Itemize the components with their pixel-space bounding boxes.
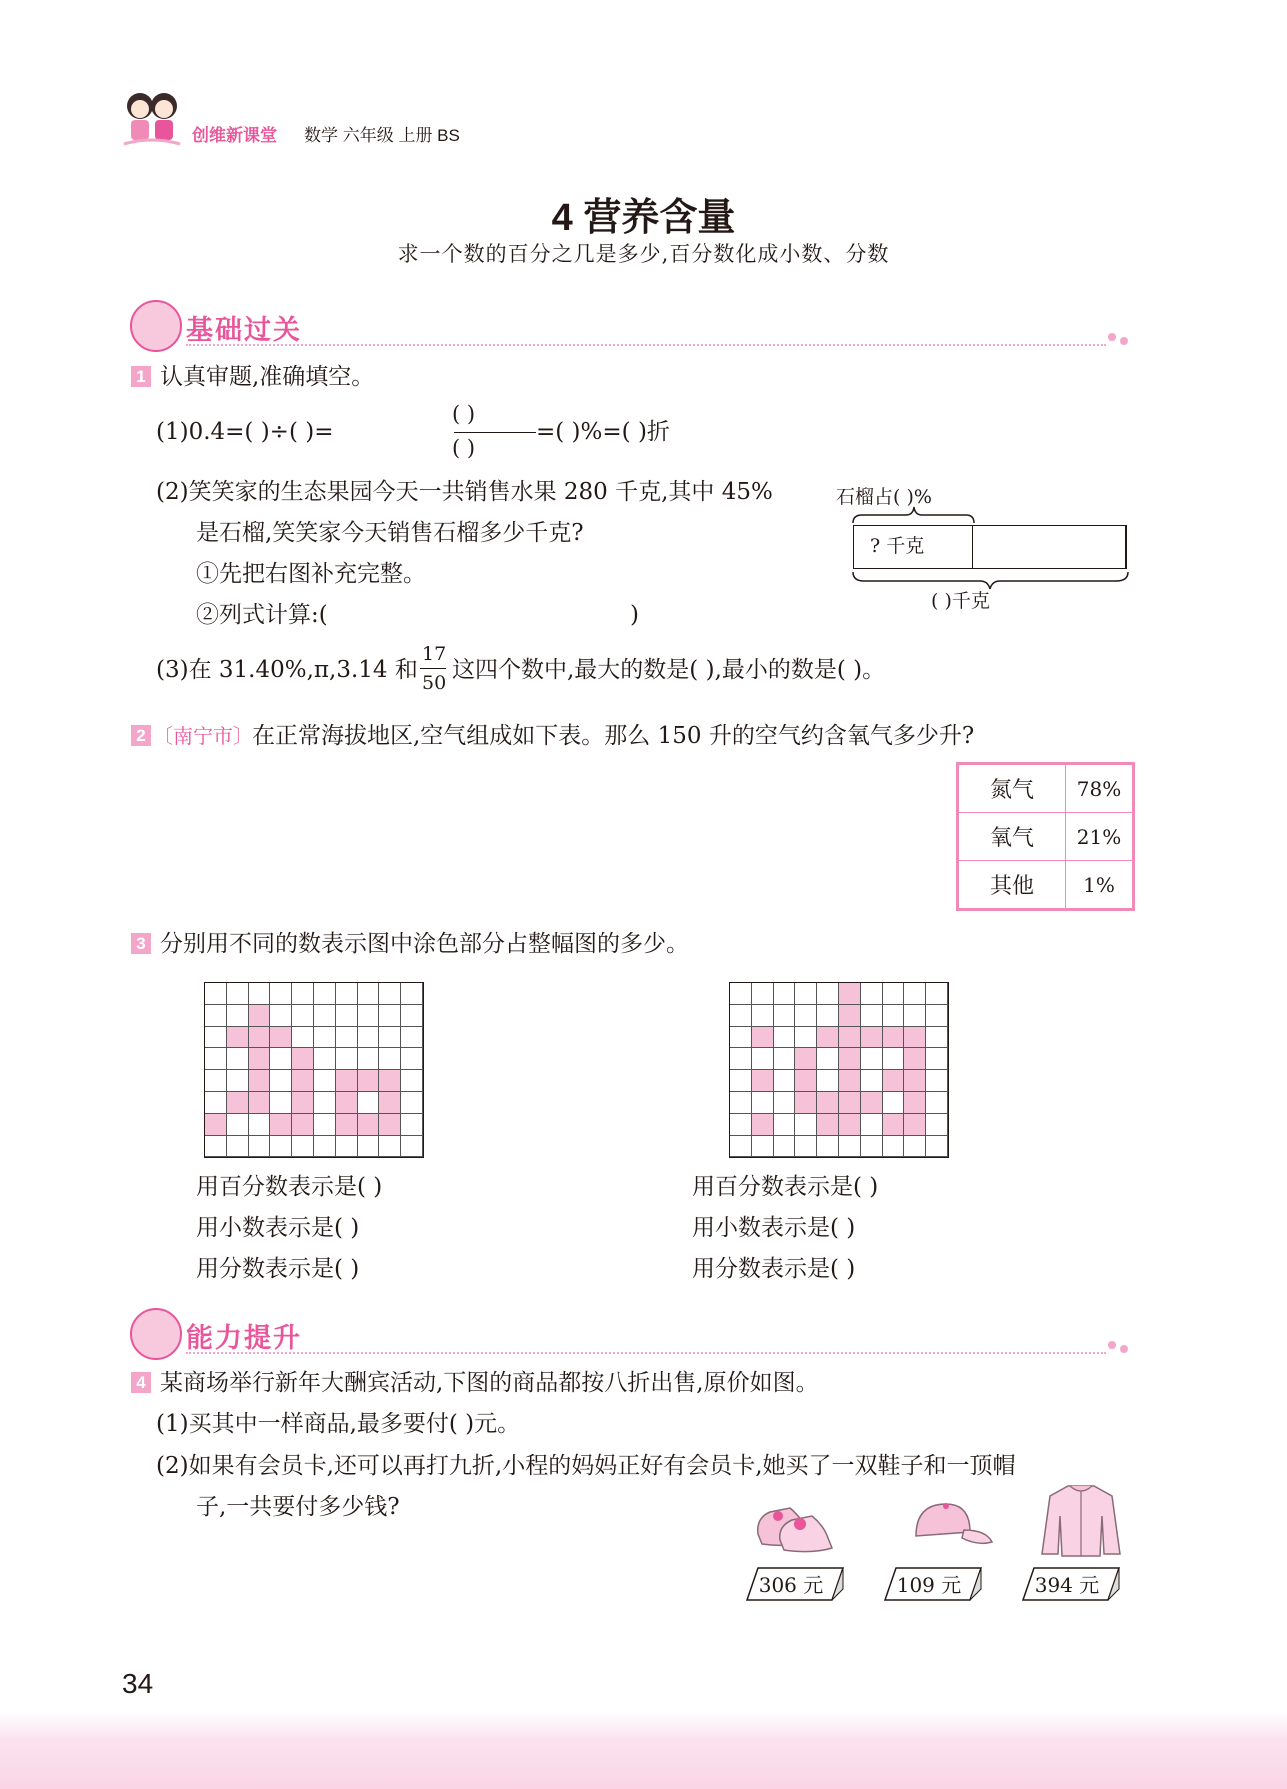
q1-part1-left: (1)0.4=( )÷( )= bbox=[156, 419, 334, 445]
q1-part1-right: =( )%=( )折 bbox=[536, 419, 670, 445]
answer-fraction-2: 用分数表示是( ) bbox=[692, 1256, 856, 1282]
grid-cell-shaded bbox=[336, 1070, 358, 1092]
grid-cell bbox=[314, 1027, 336, 1049]
grid-cell bbox=[904, 1005, 926, 1027]
grid-cell bbox=[752, 983, 774, 1005]
grid-cell bbox=[752, 1048, 774, 1070]
fraction-bar bbox=[420, 668, 446, 669]
grid-cell bbox=[730, 1005, 752, 1027]
grid-cell bbox=[795, 1136, 817, 1158]
grid-cell-shaded bbox=[358, 1114, 380, 1136]
grid-cell bbox=[227, 983, 249, 1005]
grid-cell bbox=[774, 1114, 796, 1136]
grid-cell-shaded bbox=[883, 1027, 905, 1049]
grid-cell bbox=[401, 1027, 423, 1049]
grid-cell-shaded bbox=[883, 1114, 905, 1136]
grid-cell-shaded bbox=[249, 1048, 271, 1070]
grid-cell bbox=[904, 1136, 926, 1158]
grid-cell bbox=[314, 1048, 336, 1070]
grid-cell bbox=[861, 1070, 883, 1092]
grid-cell bbox=[336, 1136, 358, 1158]
grid-cell-shaded bbox=[292, 1070, 314, 1092]
grid-cell bbox=[861, 1048, 883, 1070]
price-cap: 109 元 bbox=[896, 1573, 962, 1597]
grid-cell bbox=[926, 1114, 948, 1136]
grid-cell bbox=[314, 983, 336, 1005]
grid-cell bbox=[401, 1092, 423, 1114]
cap-icon bbox=[908, 1496, 994, 1556]
q1-part2-line1: (2)笑笑家的生态果园今天一共销售水果 280 千克,其中 45% bbox=[156, 479, 773, 505]
grid-cell bbox=[401, 1048, 423, 1070]
grid-cell bbox=[795, 983, 817, 1005]
grid-cell bbox=[227, 1005, 249, 1027]
grid-cell-shaded bbox=[861, 1027, 883, 1049]
grid-cell bbox=[336, 983, 358, 1005]
price-shoes: 306 元 bbox=[758, 1573, 824, 1597]
grid-cell bbox=[358, 1048, 380, 1070]
grid-cell bbox=[292, 1027, 314, 1049]
grid-cell bbox=[926, 1070, 948, 1092]
gas-percent: 78% bbox=[1066, 765, 1133, 813]
divider-dot bbox=[1108, 333, 1116, 341]
grid-cell-shaded bbox=[904, 1114, 926, 1136]
gas-percent: 21% bbox=[1066, 813, 1133, 861]
grid-cell bbox=[401, 983, 423, 1005]
grid-cell bbox=[774, 1136, 796, 1158]
grid-cell bbox=[861, 1114, 883, 1136]
grid-cell-shaded bbox=[817, 1114, 839, 1136]
lesson-subtitle: 求一个数的百分之几是多少,百分数化成小数、分数 bbox=[397, 242, 890, 266]
table-row bbox=[959, 813, 1133, 861]
grid-cell bbox=[883, 1005, 905, 1027]
grid-cell-shaded bbox=[795, 1048, 817, 1070]
grid-cell bbox=[270, 1136, 292, 1158]
question-number: 2 bbox=[131, 725, 151, 746]
grid-cell-shaded bbox=[817, 1027, 839, 1049]
price-jacket: 394 元 bbox=[1034, 1573, 1100, 1597]
grid-cell bbox=[730, 1136, 752, 1158]
air-composition-table bbox=[956, 762, 1135, 911]
diagram-total-label: ( )千克 bbox=[931, 590, 990, 612]
grid-cell bbox=[401, 1114, 423, 1136]
grid-cell bbox=[752, 1092, 774, 1114]
grid-cell bbox=[205, 983, 227, 1005]
section-divider bbox=[186, 1352, 1106, 1354]
brand-name: 创维新课堂 bbox=[192, 126, 277, 145]
grid-cell-shaded bbox=[249, 1005, 271, 1027]
grid-cell-shaded bbox=[379, 1092, 401, 1114]
q4-part2-line2: 子,一共要付多少钱? bbox=[196, 1494, 400, 1520]
grid-cell-shaded bbox=[752, 1027, 774, 1049]
region-tag: 〔南宁市〕 bbox=[153, 724, 253, 748]
grid-cell bbox=[774, 1005, 796, 1027]
gas-name: 氮气 bbox=[959, 765, 1066, 813]
grid-cell bbox=[292, 983, 314, 1005]
grid-cell bbox=[774, 1092, 796, 1114]
grid-cell bbox=[401, 1005, 423, 1027]
grid-cell bbox=[314, 1136, 336, 1158]
book-subject: 数学 六年级 上册 BS bbox=[304, 126, 460, 145]
answer-percent-1: 用百分数表示是( ) bbox=[196, 1174, 383, 1200]
q4-part2-line1: (2)如果有会员卡,还可以再打九折,小程的妈妈正好有会员卡,她买了一双鞋子和一顶帽 bbox=[156, 1453, 1016, 1479]
grid-cell bbox=[730, 1092, 752, 1114]
grid-cell bbox=[774, 983, 796, 1005]
grid-cell bbox=[795, 1005, 817, 1027]
grid-cell bbox=[358, 983, 380, 1005]
grid-cell bbox=[730, 1027, 752, 1049]
grid-cell bbox=[270, 1005, 292, 1027]
grid-cell-shaded bbox=[752, 1070, 774, 1092]
grid-cell bbox=[336, 1048, 358, 1070]
fraction-numerator-blank: ( ) bbox=[452, 402, 476, 426]
grid-cell bbox=[379, 983, 401, 1005]
grid-cell bbox=[730, 1048, 752, 1070]
grid-cell bbox=[730, 1070, 752, 1092]
grid-cell-shaded bbox=[861, 1092, 883, 1114]
question-number: 4 bbox=[131, 1372, 151, 1393]
grid-cell bbox=[314, 1092, 336, 1114]
grid-cell bbox=[292, 1005, 314, 1027]
grid-cell-shaded bbox=[379, 1114, 401, 1136]
grid-cell bbox=[358, 1092, 380, 1114]
grid-cell bbox=[227, 1070, 249, 1092]
grid-cell bbox=[314, 1070, 336, 1092]
mascot-kids-logo bbox=[122, 86, 182, 152]
answer-decimal-1: 用小数表示是( ) bbox=[196, 1215, 360, 1241]
section-mascot-icon bbox=[130, 300, 182, 352]
grid-cell-shaded bbox=[358, 1070, 380, 1092]
grid-cell bbox=[336, 1027, 358, 1049]
grid-cell bbox=[861, 983, 883, 1005]
grid-cell bbox=[358, 1027, 380, 1049]
grid-cell-shaded bbox=[795, 1070, 817, 1092]
grid-cell-shaded bbox=[292, 1114, 314, 1136]
grid-cell bbox=[752, 1136, 774, 1158]
grid-cell bbox=[795, 1027, 817, 1049]
grid-cell bbox=[379, 1048, 401, 1070]
jacket-icon bbox=[1040, 1482, 1122, 1558]
question-stem: 分别用不同的数表示图中涂色部分占整幅图的多少。 bbox=[160, 931, 689, 957]
gas-name: 其他 bbox=[959, 861, 1066, 909]
grid-cell bbox=[270, 1048, 292, 1070]
grid-cell bbox=[883, 1048, 905, 1070]
grid-cell bbox=[926, 1005, 948, 1027]
grid-cell bbox=[205, 1005, 227, 1027]
grid-cell bbox=[358, 1005, 380, 1027]
grid-cell-shaded bbox=[752, 1114, 774, 1136]
grid-cell bbox=[926, 1027, 948, 1049]
grid-cell bbox=[314, 1005, 336, 1027]
grid-cell bbox=[861, 1136, 883, 1158]
grid-cell bbox=[358, 1136, 380, 1158]
grid-cell bbox=[205, 1092, 227, 1114]
grid-cell bbox=[205, 1070, 227, 1092]
divider-dot bbox=[1108, 1341, 1116, 1349]
shaded-grid-2 bbox=[729, 982, 949, 1158]
grid-cell bbox=[336, 1005, 358, 1027]
grid-cell bbox=[227, 1048, 249, 1070]
grid-cell bbox=[926, 1048, 948, 1070]
table-row bbox=[959, 861, 1133, 909]
grid-cell bbox=[730, 983, 752, 1005]
grid-cell bbox=[926, 1092, 948, 1114]
grid-cell bbox=[774, 1070, 796, 1092]
divider-dot bbox=[1120, 337, 1128, 345]
page-number: 34 bbox=[122, 1668, 154, 1699]
grid-cell-shaded bbox=[795, 1092, 817, 1114]
grid-cell bbox=[839, 1136, 861, 1158]
grid-cell bbox=[730, 1114, 752, 1136]
answer-decimal-2: 用小数表示是( ) bbox=[692, 1215, 856, 1241]
section-divider bbox=[186, 344, 1106, 346]
q1-part3-right: 这四个数中,最大的数是( ),最小的数是( )。 bbox=[452, 657, 886, 683]
grid-cell-shaded bbox=[249, 1027, 271, 1049]
fraction-denominator: 50 bbox=[422, 672, 447, 694]
grid-cell-shaded bbox=[227, 1027, 249, 1049]
grid-cell bbox=[817, 1070, 839, 1092]
bar-divider bbox=[972, 525, 973, 569]
grid-cell-shaded bbox=[292, 1048, 314, 1070]
grid-cell-shaded bbox=[883, 1070, 905, 1092]
grid-cell bbox=[926, 983, 948, 1005]
question-number: 3 bbox=[131, 933, 151, 954]
grid-cell bbox=[883, 1136, 905, 1158]
q1-part2-line2: 是石榴,笑笑家今天销售石榴多少千克? bbox=[196, 520, 584, 546]
grid-cell-shaded bbox=[904, 1070, 926, 1092]
q4-part1: (1)买其中一样商品,最多要付( )元。 bbox=[156, 1411, 521, 1437]
diagram-top-label: 石榴占( )% bbox=[836, 486, 932, 508]
grid-cell-shaded bbox=[839, 1048, 861, 1070]
grid-cell-shaded bbox=[904, 1092, 926, 1114]
grid-cell bbox=[401, 1070, 423, 1092]
grid-cell-shaded bbox=[249, 1092, 271, 1114]
grid-cell bbox=[314, 1114, 336, 1136]
grid-cell bbox=[774, 1027, 796, 1049]
grid-cell-shaded bbox=[249, 1070, 271, 1092]
grid-cell bbox=[249, 1114, 271, 1136]
gas-percent: 1% bbox=[1066, 861, 1133, 909]
grid-cell-shaded bbox=[270, 1027, 292, 1049]
grid-cell-shaded bbox=[839, 1114, 861, 1136]
grid-cell bbox=[379, 1005, 401, 1027]
grid-cell-shaded bbox=[839, 983, 861, 1005]
bottom-brace bbox=[852, 571, 1130, 591]
grid-cell bbox=[817, 1048, 839, 1070]
grid-cell bbox=[883, 1092, 905, 1114]
grid-cell bbox=[270, 983, 292, 1005]
grid-cell-shaded bbox=[904, 1027, 926, 1049]
question-stem: 某商场举行新年大酬宾活动,下图的商品都按八折出售,原价如图。 bbox=[160, 1370, 819, 1396]
shaded-grid-1 bbox=[204, 982, 424, 1158]
top-brace bbox=[852, 506, 976, 524]
grid-cell bbox=[817, 1136, 839, 1158]
grid-cell-shaded bbox=[817, 1092, 839, 1114]
grid-cell-shaded bbox=[379, 1070, 401, 1092]
question-stem: 认真审题,准确填空。 bbox=[160, 364, 375, 390]
grid-cell-shaded bbox=[839, 1070, 861, 1092]
grid-cell-shaded bbox=[839, 1027, 861, 1049]
grid-cell bbox=[270, 1070, 292, 1092]
grid-cell bbox=[752, 1005, 774, 1027]
grid-cell bbox=[270, 1092, 292, 1114]
answer-percent-2: 用百分数表示是( ) bbox=[692, 1174, 879, 1200]
grid-cell bbox=[249, 983, 271, 1005]
grid-cell-shaded bbox=[839, 1005, 861, 1027]
grid-cell bbox=[817, 1005, 839, 1027]
grid-cell-shaded bbox=[270, 1114, 292, 1136]
grid-cell bbox=[379, 1136, 401, 1158]
grid-cell-shaded bbox=[336, 1092, 358, 1114]
grid-cell bbox=[774, 1048, 796, 1070]
section-title-advanced: 能力提升 bbox=[186, 1323, 302, 1353]
gas-name: 氧气 bbox=[959, 813, 1066, 861]
shoes-icon bbox=[750, 1494, 842, 1556]
grid-cell bbox=[926, 1136, 948, 1158]
grid-cell-shaded bbox=[336, 1114, 358, 1136]
answer-fraction-1: 用分数表示是( ) bbox=[196, 1256, 360, 1282]
fraction-denominator-blank: ( ) bbox=[452, 436, 476, 460]
grid-cell-shaded bbox=[227, 1092, 249, 1114]
grid-cell-shaded bbox=[904, 1048, 926, 1070]
q1-part2-step2-close: ) bbox=[630, 602, 639, 628]
table-row bbox=[959, 765, 1133, 813]
bar-part-label: ? 千克 bbox=[870, 535, 925, 557]
grid-cell-shaded bbox=[205, 1114, 227, 1136]
lesson-title: 4 营养含量 bbox=[551, 197, 736, 239]
grid-cell bbox=[292, 1136, 314, 1158]
q1-part3-left: (3)在 31.40%,π,3.14 和 bbox=[156, 657, 418, 683]
grid-cell bbox=[379, 1027, 401, 1049]
grid-cell bbox=[401, 1136, 423, 1158]
fraction-numerator: 17 bbox=[422, 643, 447, 665]
grid-cell bbox=[817, 983, 839, 1005]
grid-cell bbox=[205, 1136, 227, 1158]
divider-dot bbox=[1120, 1345, 1128, 1353]
grid-cell bbox=[227, 1114, 249, 1136]
grid-cell bbox=[227, 1136, 249, 1158]
q1-part2-step2: ②列式计算:( bbox=[196, 602, 328, 628]
grid-cell bbox=[883, 983, 905, 1005]
grid-cell bbox=[249, 1136, 271, 1158]
grid-cell bbox=[205, 1027, 227, 1049]
section-mascot-icon bbox=[130, 1308, 182, 1360]
footer-band bbox=[0, 1712, 1287, 1789]
q1-part2-step1: ①先把右图补充完整。 bbox=[196, 561, 426, 587]
grid-cell bbox=[205, 1048, 227, 1070]
question-stem: 在正常海拔地区,空气组成如下表。那么 150 升的空气约含氧气多少升? bbox=[252, 723, 975, 749]
question-number: 1 bbox=[131, 366, 151, 387]
grid-cell bbox=[861, 1005, 883, 1027]
grid-cell-shaded bbox=[839, 1092, 861, 1114]
fraction-bar bbox=[454, 432, 536, 433]
grid-cell bbox=[904, 983, 926, 1005]
section-title-basic: 基础过关 bbox=[186, 315, 302, 345]
grid-cell bbox=[795, 1114, 817, 1136]
grid-cell-shaded bbox=[292, 1092, 314, 1114]
